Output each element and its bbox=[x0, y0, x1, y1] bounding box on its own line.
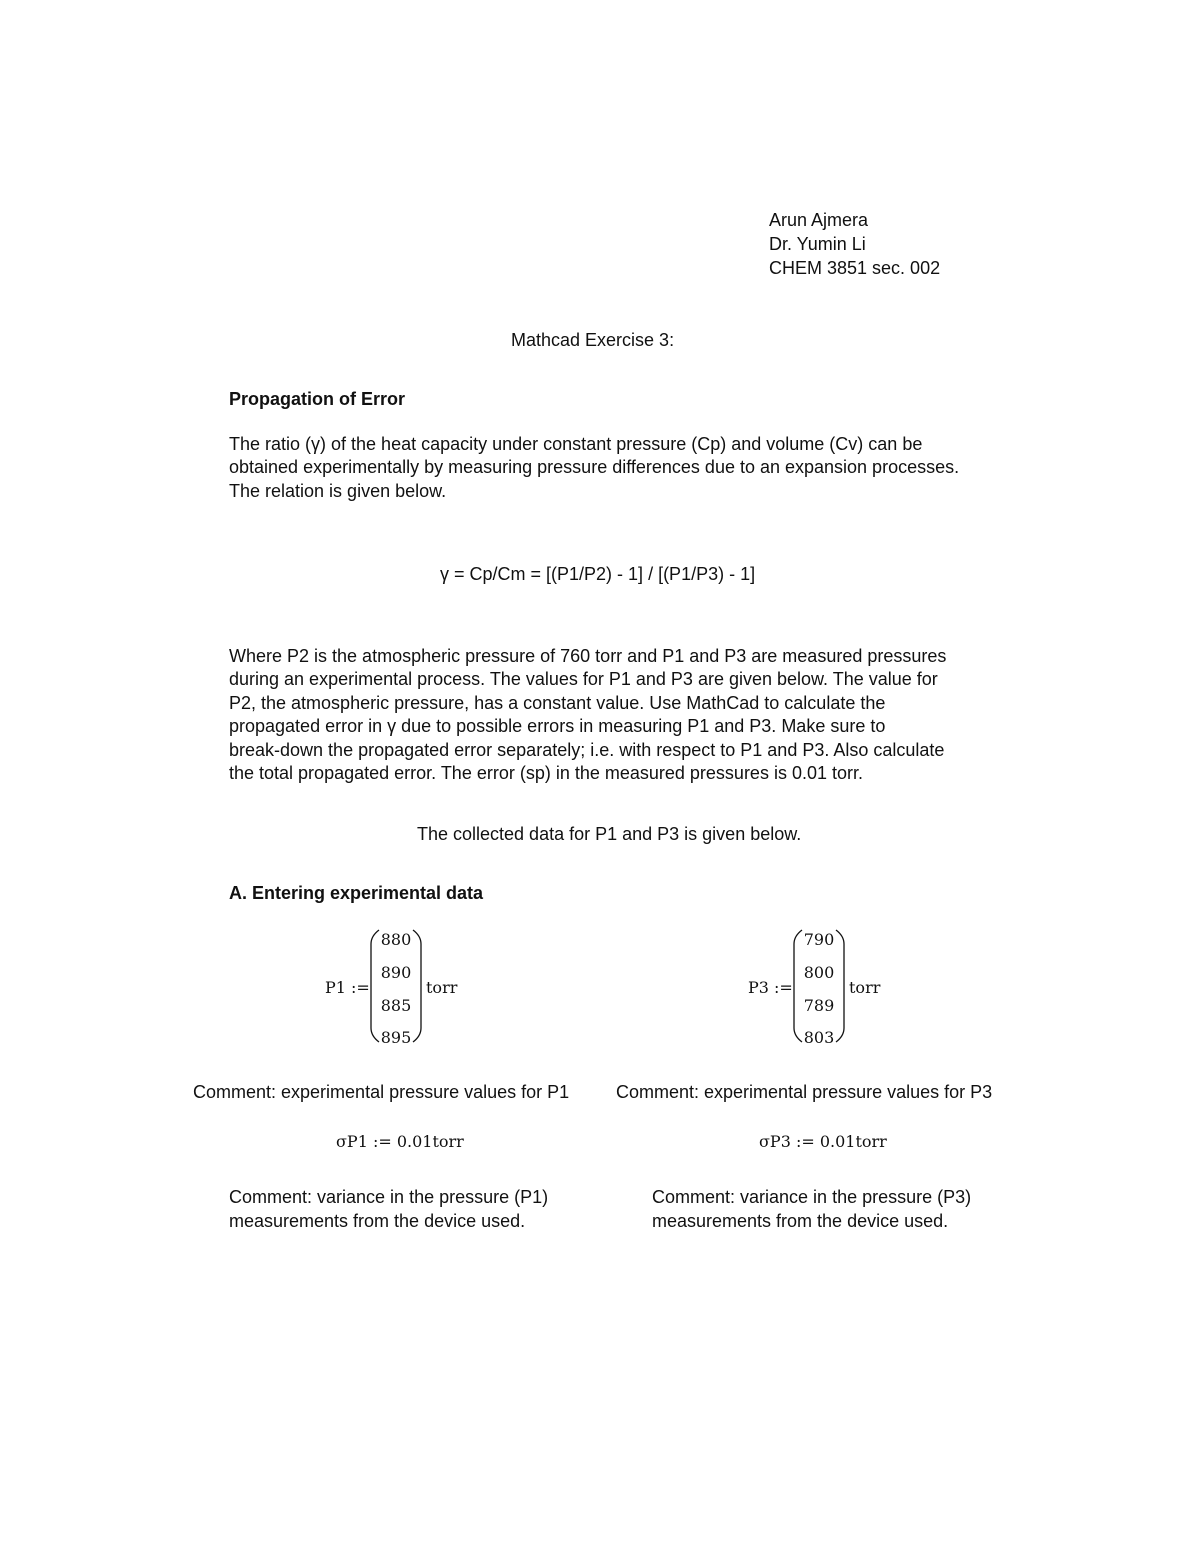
p1-matrix bbox=[369, 928, 423, 1047]
p1-value: 895 bbox=[380, 1028, 412, 1047]
sigma-p3: σP3 := 0.01torr bbox=[759, 1132, 887, 1151]
p3-matrix bbox=[792, 928, 846, 1047]
gamma-equation: γ = Cp/Cm = [(P1/P2) - 1] / [(P1/P3) - 1] bbox=[440, 564, 756, 584]
p3-value: 803 bbox=[803, 1028, 835, 1047]
p1-unit: torr bbox=[426, 978, 458, 997]
p1-label: P1 := bbox=[325, 978, 370, 997]
p1-value: 885 bbox=[380, 996, 412, 1015]
p3-value: 800 bbox=[803, 963, 835, 982]
subsection-title: A. Entering experimental data bbox=[229, 883, 484, 903]
section-title: Propagation of Error bbox=[229, 389, 406, 409]
body-line: propagated error in γ due to possible errors in measuring P1 and P3. Make sure to bbox=[229, 716, 886, 737]
sigma-p1-comment bbox=[229, 1185, 548, 1233]
body-line: break-down the propagated error separately; i.e. with respect to P1 and P3. Also calculate bbox=[229, 739, 945, 760]
p3-comment: Comment: experimental pressure values for P3 bbox=[616, 1082, 993, 1102]
intro-line: The ratio (γ) of the heat capacity under constant pressure (Cp) and volume (Cv) can be bbox=[229, 434, 923, 454]
p1-value: 880 bbox=[380, 930, 412, 949]
p3-label: P3 := bbox=[748, 978, 793, 997]
body-line: P2, the atmospheric pressure, has a constant value. Use MathCad to calculate the bbox=[229, 692, 886, 713]
course-label: CHEM 3851 sec. 002 bbox=[769, 258, 941, 278]
sigma-p1: σP1 := 0.01torr bbox=[336, 1132, 464, 1151]
p3-unit: torr bbox=[849, 978, 881, 997]
author-name: Arun Ajmera bbox=[769, 210, 869, 230]
body-line: the total propagated error. The error (sp) in the measured pressures is 0.01 torr. bbox=[229, 763, 863, 784]
sigma-p1-comment-line: Comment: variance in the pressure (P1) bbox=[229, 1187, 549, 1207]
intro-paragraph bbox=[229, 433, 1019, 503]
document-title: Mathcad Exercise 3: bbox=[511, 330, 675, 350]
intro-line: The relation is given below. bbox=[229, 480, 447, 501]
body-line: Where P2 is the atmospheric pressure of 760 torr and P1 and P3 are measured pressures bbox=[229, 646, 947, 666]
sigma-p3-comment-line: measurements from the device used. bbox=[652, 1211, 949, 1231]
p1-comment: Comment: experimental pressure values for P1 bbox=[193, 1082, 570, 1102]
sigma-p3-comment-line: Comment: variance in the pressure (P3) bbox=[652, 1187, 972, 1207]
instructor-name: Dr. Yumin Li bbox=[769, 234, 866, 254]
collected-note: The collected data for P1 and P3 is given below. bbox=[417, 824, 802, 844]
sigma-p3-comment bbox=[652, 1185, 971, 1233]
p3-value: 790 bbox=[803, 930, 835, 949]
p3-value: 789 bbox=[803, 996, 835, 1015]
p1-value: 890 bbox=[380, 963, 412, 982]
body-paragraph bbox=[229, 645, 1019, 785]
sigma-p1-comment-line: measurements from the device used. bbox=[229, 1211, 526, 1231]
intro-line: obtained experimentally by measuring pressure differences due to an expansion processes. bbox=[229, 457, 960, 478]
body-line: during an experimental process. The values for P1 and P3 are given below. The value for bbox=[229, 669, 938, 690]
